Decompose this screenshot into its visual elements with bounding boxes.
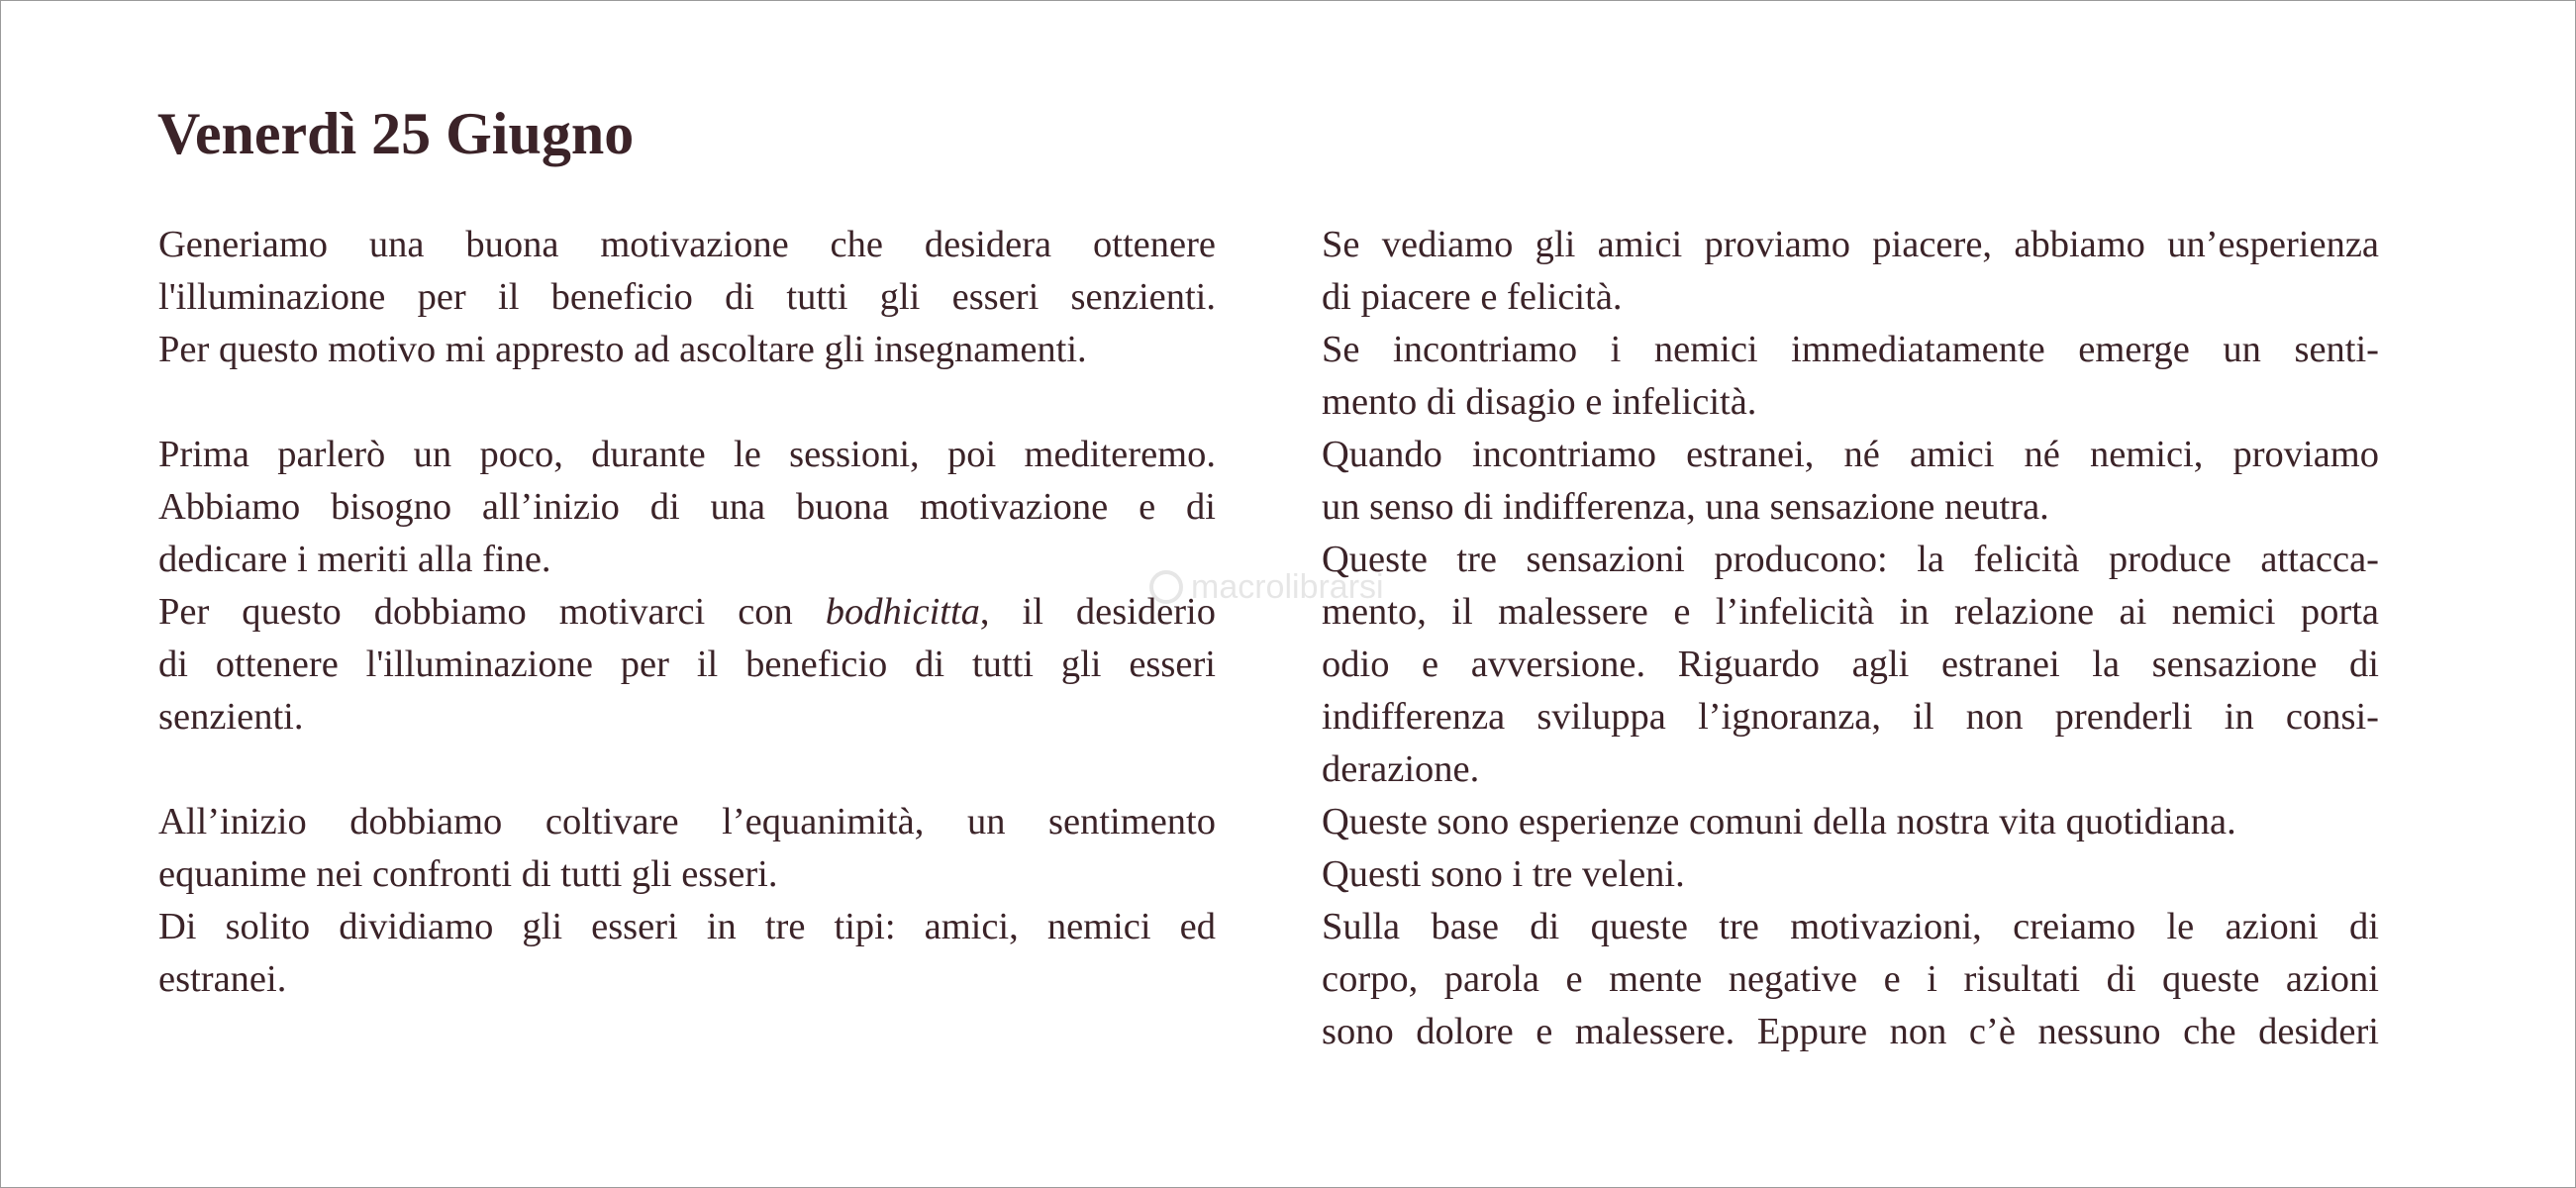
text-line: All’inizio dobbiamo coltivare l’equanimità, un sentimento [158,801,1216,842]
text-line: Queste sono esperienze comuni della nostra vita quotidiana. [1322,801,2236,842]
text-line: di ottenere l'illuminazione per il beneficio di tutti gli esseri [158,644,1216,685]
text-line: Per questo dobbiamo motivarci con bodhicitta, il desiderio [158,591,1216,633]
text-line: Sulla base di queste tre motivazioni, creiamo le azioni di [1322,906,2379,947]
text-line: Quando incontriamo estranei, né amici né nemici, proviamo [1322,434,2379,475]
left-column [158,219,1216,1006]
text-line: Generiamo una buona motivazione che desidera ottenere [158,224,1216,265]
text-line: equanime nei confronti di tutti gli esseri. [158,853,778,895]
text-line: Prima parlerò un poco, durante le sessioni, poi mediteremo. [158,434,1216,475]
text-line: di piacere e felicità. [1322,276,1623,318]
text-line: Se vediamo gli amici proviamo piacere, abbiamo un’esperienza [1322,224,2379,265]
text-line: Per questo motivo mi appresto ad ascoltare gli insegnamenti. [158,329,1087,370]
text-line: senzienti. [158,696,304,738]
text-line: mento, il malessere e l’infelicità in relazione ai nemici porta [1322,591,2379,633]
text-line: Questi sono i tre veleni. [1322,853,1685,895]
text-line: dedicare i meriti alla fine. [158,539,551,580]
text-line: Di solito dividiamo gli esseri in tre tipi: amici, nemici ed [158,906,1216,947]
text-line: Abbiamo bisogno all’inizio di una buona motivazione e di [158,486,1216,528]
text-line: mento di disagio e infelicità. [1322,381,1757,423]
text-line: l'illuminazione per il beneficio di tutti gli esseri senzienti. [158,276,1216,318]
right-column [1322,219,2379,1058]
paragraph-gap [158,376,1216,429]
text-line: Queste tre sensazioni producono: la felicità produce attacca- [1322,539,2379,580]
text-line: un senso di indifferenza, una sensazione neutra. [1322,486,2049,528]
text-line: estranei. [158,958,287,1000]
page-title: Venerdì 25 Giugno [157,101,635,166]
text-line: sono dolore e malessere. Eppure non c’è nessuno che desideri [1322,1011,2379,1052]
watermark-text: macrolibrarsi [1191,567,1384,606]
text-line: Se incontriamo i nemici immediatamente emerge un senti- [1322,329,2379,370]
paragraph-gap [158,743,1216,796]
text-line: odio e avversione. Riguardo agli estranei la sensazione di [1322,644,2379,685]
italic-term: bodhicitta [825,591,980,633]
text-line: corpo, parola e mente negative e i risultati di queste azioni [1322,958,2379,1000]
text-line: indifferenza sviluppa l’ignoranza, il non prenderli in consi- [1322,696,2379,738]
text-line: derazione. [1322,748,1480,790]
